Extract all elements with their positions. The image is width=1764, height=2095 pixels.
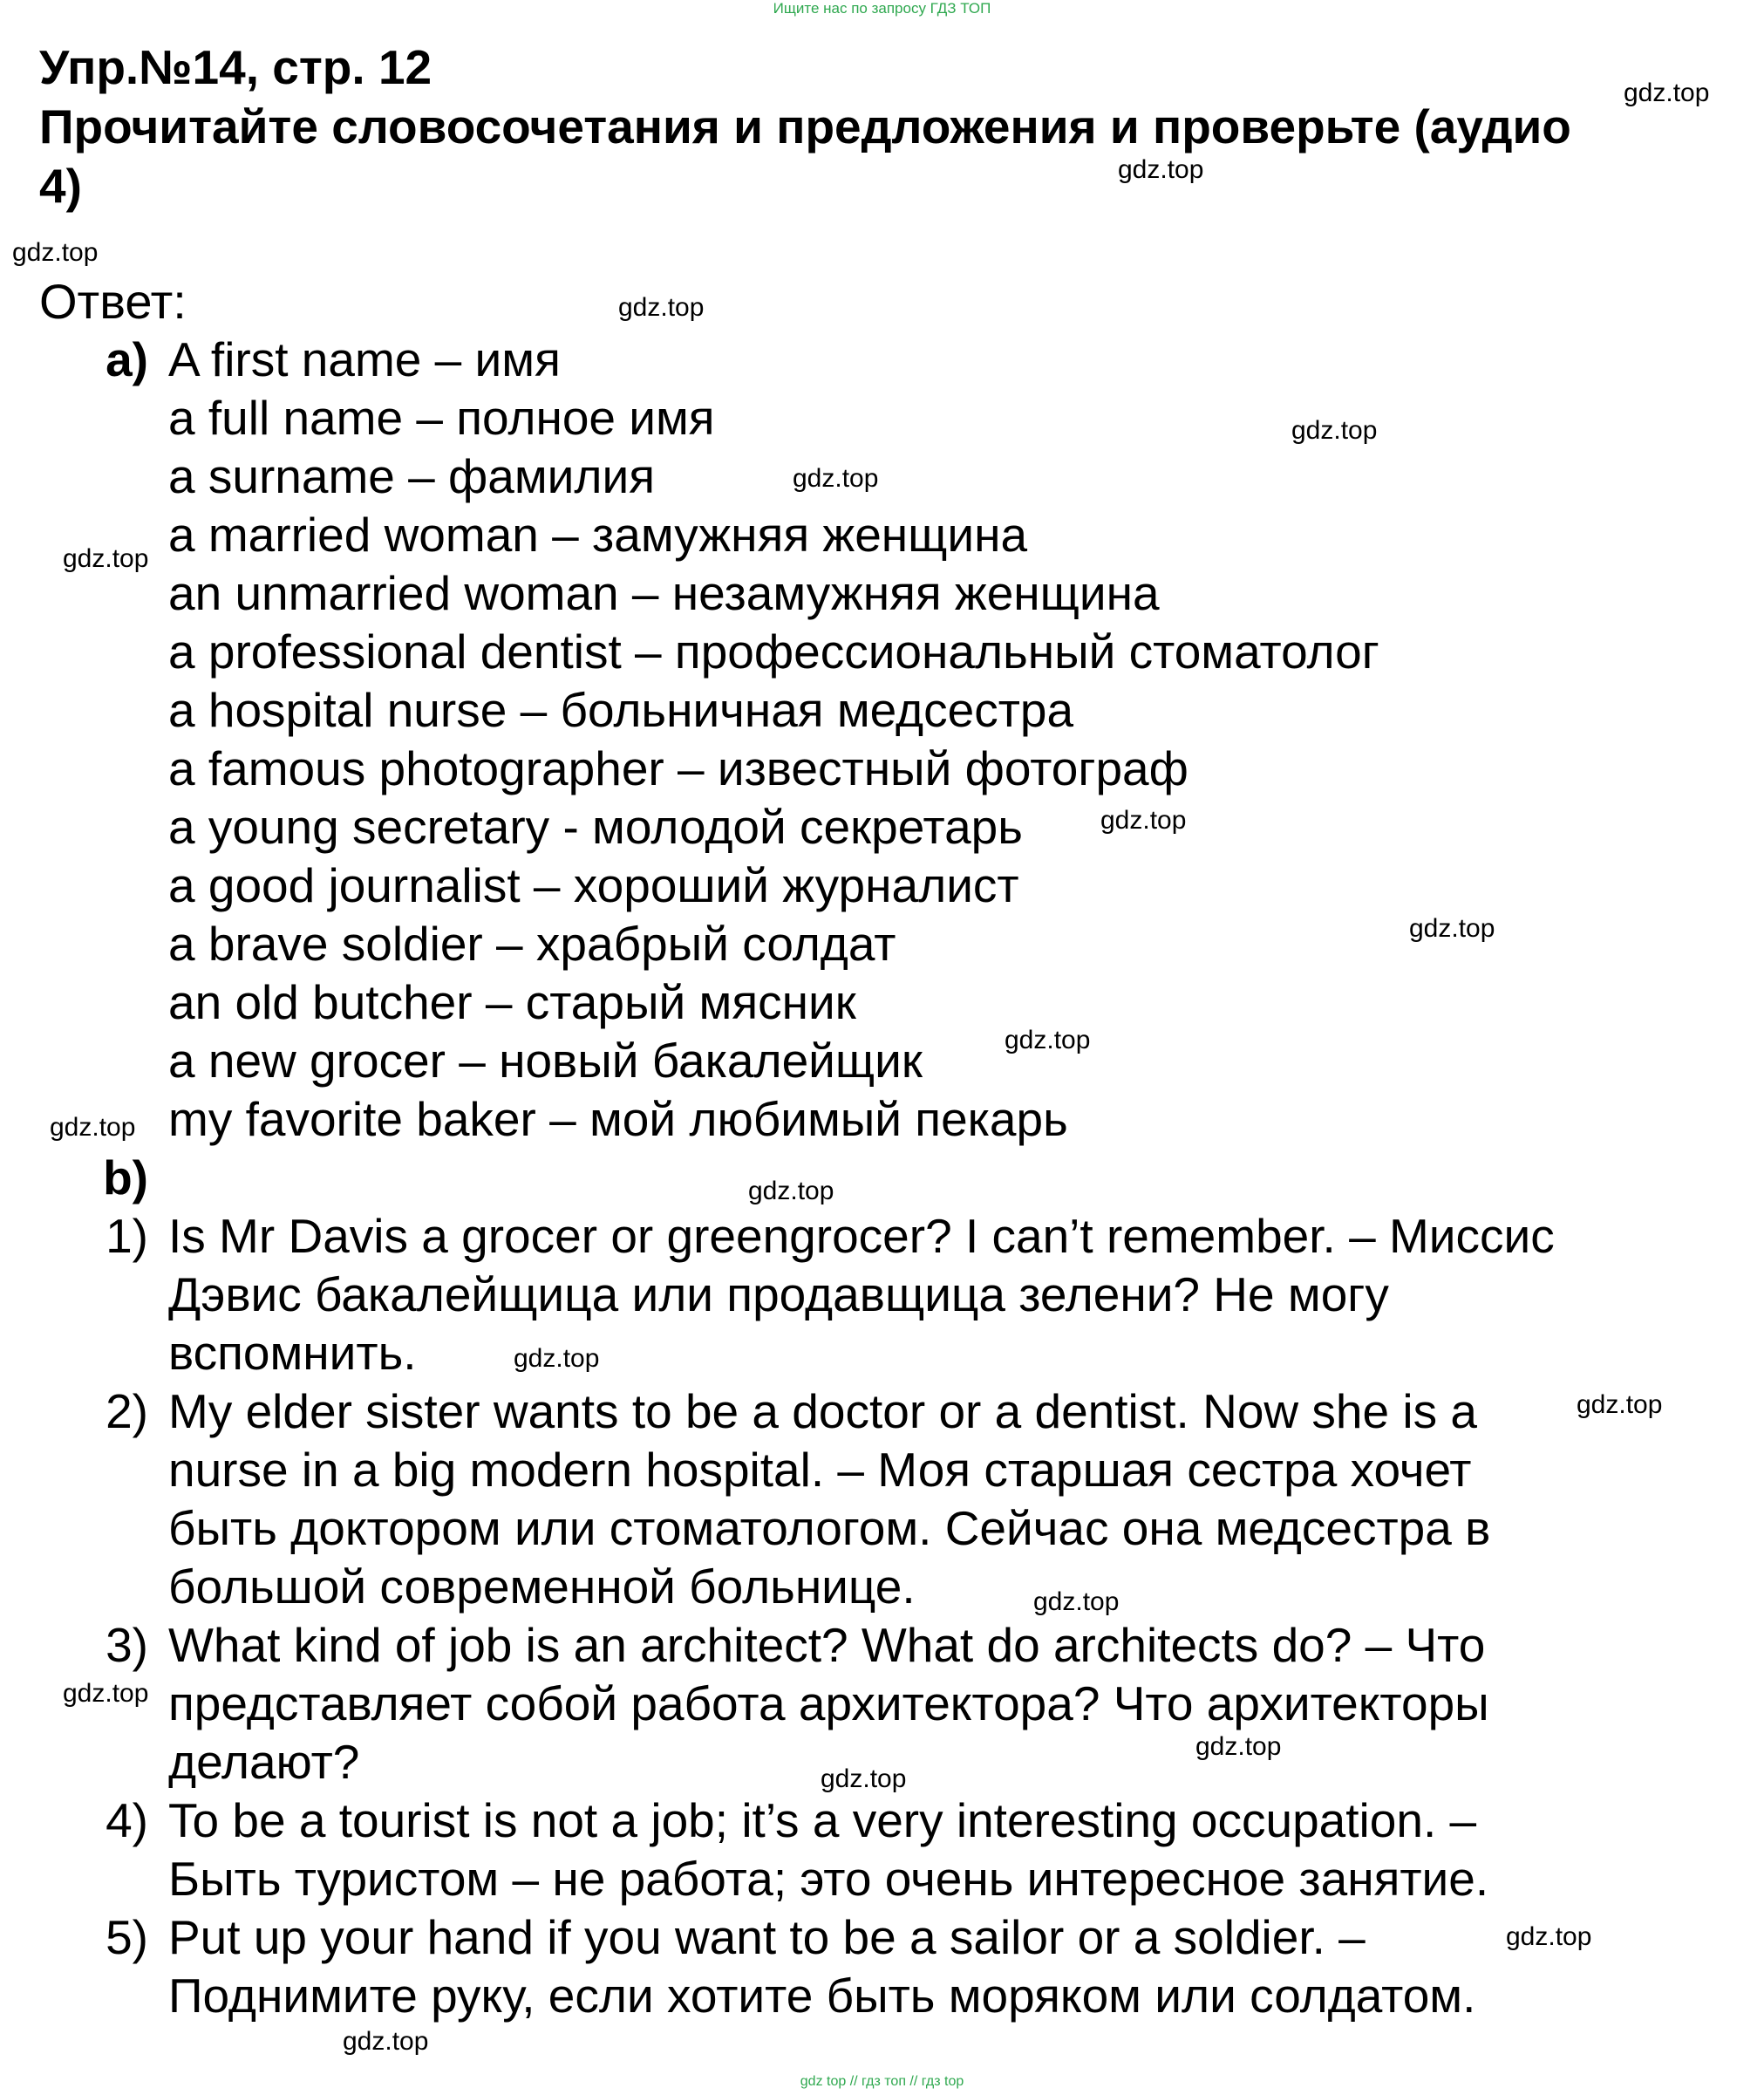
item-number: 5) xyxy=(106,1910,148,1964)
watermark: gdz.top xyxy=(1624,78,1710,107)
sentence-line: представляет собой работа архитектора? Что архитекторы xyxy=(168,1676,1489,1730)
watermark: gdz.top xyxy=(63,544,149,573)
list-item: an unmarried woman – незамужняя женщина xyxy=(168,566,1160,620)
watermark: gdz.top xyxy=(12,238,99,267)
sentence-line: To be a tourist is not a job; it’s a very interesting occupation. – xyxy=(168,1793,1477,1847)
watermark: gdz.top xyxy=(1100,806,1187,835)
list-item: A first name – имя xyxy=(168,332,561,386)
item-number: 1) xyxy=(106,1209,148,1263)
sentence-line: Поднимите руку, если хотите быть моряком или солдатом. xyxy=(168,1969,1476,2023)
sentence-line: Дэвис бакалейщица или продавщица зелени? Не могу xyxy=(168,1267,1389,1321)
sentence-line: делают? xyxy=(168,1735,360,1789)
watermark: gdz.top xyxy=(514,1344,600,1373)
watermark: gdz.top xyxy=(63,1679,149,1708)
list-item: a good journalist – хороший журналист xyxy=(168,858,1019,912)
list-item: an old butcher – старый мясник xyxy=(168,975,856,1029)
watermark: gdz.top xyxy=(821,1764,907,1793)
watermark: gdz.top xyxy=(1577,1390,1663,1419)
list-item: a surname – фамилия xyxy=(168,449,655,503)
item-number: 3) xyxy=(106,1618,148,1672)
sentence-line: Put up your hand if you want to be a sailor or a soldier. – xyxy=(168,1910,1366,1964)
exercise-title: Упр.№14, стр. 12 xyxy=(39,40,432,94)
sentence-line: What kind of job is an architect? What do architects do? – Что xyxy=(168,1618,1486,1672)
watermark: gdz.top xyxy=(50,1113,136,1142)
sentence-line: вспомнить. xyxy=(168,1326,417,1380)
item-number: 4) xyxy=(106,1793,148,1847)
watermark: gdz.top xyxy=(1033,1587,1120,1616)
item-number: 2) xyxy=(106,1384,148,1438)
watermark: gdz.top xyxy=(748,1177,834,1205)
list-item: a young secretary - молодой секретарь xyxy=(168,800,1023,854)
watermark: gdz.top xyxy=(1291,416,1378,445)
list-item: a hospital nurse – больничная медсестра xyxy=(168,683,1074,737)
watermark: gdz.top xyxy=(793,464,879,493)
sentence-line: nurse in a big modern hospital. – Моя старшая сестра хочет xyxy=(168,1443,1472,1497)
bottom-banner: gdz top // гдз топ // гдз top xyxy=(800,2074,964,2089)
list-item: a new grocer – новый бакалейщик xyxy=(168,1034,923,1088)
list-item: my favorite baker – мой любимый пекарь xyxy=(168,1092,1068,1146)
list-item: a famous photographer – известный фотограф xyxy=(168,741,1188,795)
top-banner: Ищите нас по запросу ГДЗ ТОП xyxy=(773,0,991,17)
watermark: gdz.top xyxy=(1195,1732,1282,1761)
sentence-line: My elder sister wants to be a doctor or a dentist. Now she is a xyxy=(168,1384,1477,1438)
list-item: a full name – полное имя xyxy=(168,391,715,445)
watermark: gdz.top xyxy=(1409,914,1495,943)
watermark: gdz.top xyxy=(1005,1026,1091,1054)
sentence-line: быть доктором или стоматологом. Сейчас она медсестра в xyxy=(168,1501,1491,1555)
section-a-label: a) xyxy=(106,332,148,386)
list-item: a brave soldier – храбрый солдат xyxy=(168,917,896,971)
watermark: gdz.top xyxy=(343,2027,429,2056)
section-b-label: b) xyxy=(103,1150,148,1204)
watermark: gdz.top xyxy=(1118,155,1204,184)
sentence-line: Is Mr Davis a grocer or greengrocer? I can’t remember. – Миссис xyxy=(168,1209,1555,1263)
exercise-instruction-cont: 4) xyxy=(39,159,82,213)
watermark: gdz.top xyxy=(618,293,705,322)
exercise-instruction: Прочитайте словосочетания и предложения и проверьте (аудио xyxy=(39,99,1571,154)
sentence-line: большой современной больнице. xyxy=(168,1559,916,1614)
answer-label: Ответ: xyxy=(39,274,187,329)
watermark: gdz.top xyxy=(1506,1922,1592,1951)
list-item: a professional dentist – профессиональный стоматолог xyxy=(168,624,1379,679)
list-item: a married woman – замужняя женщина xyxy=(168,508,1028,562)
sentence-line: Быть туристом – не работа; это очень интересное занятие. xyxy=(168,1852,1489,1906)
